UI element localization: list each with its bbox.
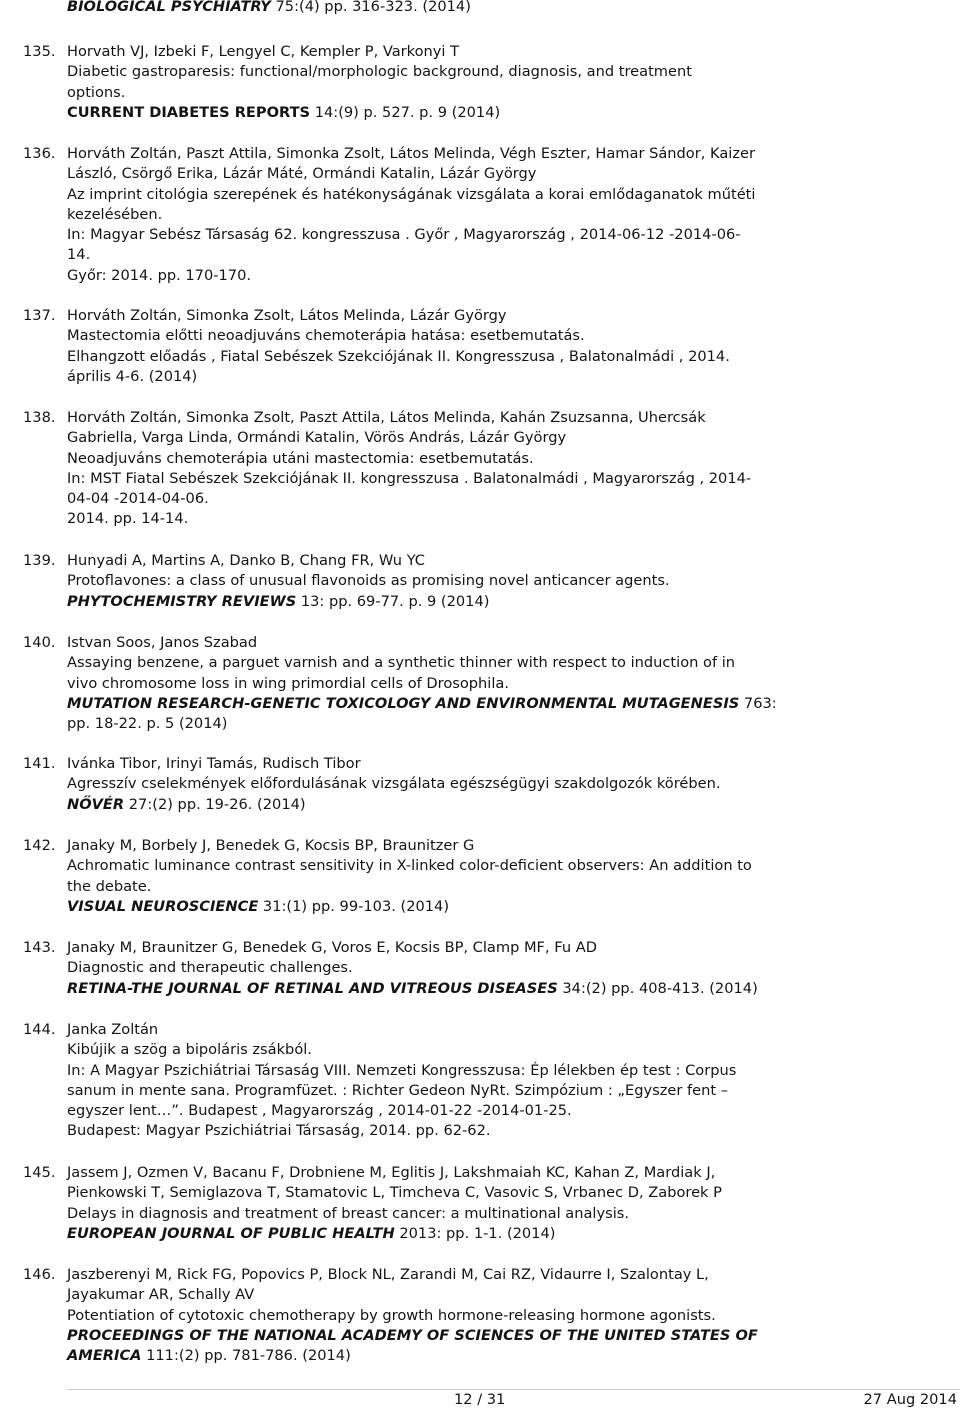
publication-entry — [23, 1020, 873, 1142]
footer-date: 27 Aug 2014 — [863, 1391, 957, 1408]
journal-citation: 14:(9) p. 527. p. 9 (2014) — [310, 103, 501, 121]
entry-line: Neoadjuváns chemoterápia utáni mastectomia: esetbemutatás. — [67, 449, 534, 467]
journal-name: BIOLOGICAL PSYCHIATRY — [67, 0, 271, 15]
entry-body — [67, 1265, 873, 1366]
entry-line: Jassem J, Ozmen V, Bacanu F, Drobniene M, Eglitis J, Lakshmaiah KC, Kahan Z, Mardiak J, — [67, 1164, 716, 1181]
continued-journal-line — [67, 0, 471, 17]
publication-entry — [23, 408, 873, 530]
publication-entry — [23, 551, 873, 612]
journal-name: RETINA-THE JOURNAL OF RETINAL AND VITREOUS DISEASES — [67, 979, 558, 997]
journal-name: EUROPEAN JOURNAL OF PUBLIC HEALTH — [67, 1224, 395, 1242]
entry-number: 137. — [23, 307, 56, 324]
entry-body — [67, 836, 873, 917]
entry-line: Potentiation of cytotoxic chemotherapy by growth hormone-releasing hormone agonists. — [67, 1306, 716, 1324]
entry-line: Az imprint citológia szerepének és hatékonyságának vizsgálata a korai emlődaganatok műtéti — [67, 185, 756, 203]
journal-line — [67, 1346, 873, 1366]
publication-entry — [23, 754, 873, 815]
entry-line: 04-04 -2014-04-06. — [67, 490, 209, 508]
entry-line: László, Csörgő Erika, Lázár Máté, Ormándi Katalin, Lázár György — [67, 165, 537, 183]
journal-name: PHYTOCHEMISTRY REVIEWS — [67, 592, 297, 610]
journal-line — [67, 795, 873, 815]
publication-entry — [23, 1163, 873, 1244]
journal-name: NŐVÉR — [67, 795, 125, 813]
entry-line: sanum in mente sana. Programfüzet. : Richter Gedeon NyRt. Szimpózium : „Egyszer fent – — [67, 1081, 728, 1099]
entry-body — [67, 938, 873, 999]
entry-body — [67, 1020, 873, 1142]
entry-line: Janka Zoltán — [67, 1021, 159, 1038]
entry-number: 136. — [23, 145, 56, 162]
journal-citation: 34:(2) pp. 408-413. (2014) — [557, 979, 758, 997]
publication-entry — [23, 1265, 873, 1366]
entry-line: Istvan Soos, Janos Szabad — [67, 634, 258, 651]
entry-line: PROCEEDINGS OF THE NATIONAL ACADEMY OF SCIENCES OF THE UNITED STATES OF — [67, 1326, 758, 1344]
entry-line: Diabetic gastroparesis: functional/morphologic background, diagnosis, and treatment — [67, 63, 692, 81]
journal-name: CURRENT DIABETES REPORTS — [67, 103, 311, 121]
entry-line: egyszer lent…”. Budapest , Magyarország , 2014-01-22 -2014-01-25. — [67, 1102, 572, 1120]
entry-line: Janaky M, Borbely J, Benedek G, Kocsis BP, Braunitzer G — [67, 837, 475, 854]
entry-number: 143. — [23, 939, 56, 956]
entry-line: 2014. pp. 14-14. — [67, 510, 189, 528]
journal-line — [67, 1224, 873, 1244]
journal-line — [67, 592, 873, 612]
entry-line: Budapest: Magyar Pszichiátriai Társaság, 2014. pp. 62-62. — [67, 1122, 491, 1140]
entry-body — [67, 42, 873, 123]
journal-citation: 763: — [739, 694, 777, 712]
entry-body — [67, 408, 873, 530]
journal-name: VISUAL NEUROSCIENCE — [67, 897, 259, 915]
entry-line: Hunyadi A, Martins A, Danko B, Chang FR, Wu YC — [67, 552, 426, 569]
entry-line: Diagnostic and therapeutic challenges. — [67, 959, 353, 977]
journal-citation: 75:(4) pp. 316-323. (2014) — [270, 0, 471, 15]
entry-line: the debate. — [67, 877, 152, 895]
entry-line: Assaying benzene, a parguet varnish and a synthetic thinner with respect to induction of in — [67, 654, 736, 672]
publication-entry — [23, 633, 873, 734]
journal-name: AMERICA — [67, 1347, 142, 1365]
entry-body — [67, 144, 873, 286]
entry-number: 145. — [23, 1164, 56, 1181]
entry-body — [67, 633, 873, 734]
entry-line: 14. — [67, 246, 91, 264]
journal-citation: 13: pp. 69-77. p. 9 (2014) — [296, 592, 490, 610]
entry-body — [67, 551, 873, 612]
entry-line: Achromatic luminance contrast sensitivity in X-linked color-deficient observers: An addition to — [67, 857, 752, 875]
entry-line: Janaky M, Braunitzer G, Benedek G, Voros E, Kocsis BP, Clamp MF, Fu AD — [67, 939, 597, 956]
entry-number: 141. — [23, 755, 56, 772]
publication-entry — [23, 42, 873, 123]
journal-citation: 31:(1) pp. 99-103. (2014) — [258, 897, 450, 915]
entry-body — [67, 1163, 873, 1244]
entry-line: Mastectomia előtti neoadjuváns chemoterápia hatása: esetbemutatás. — [67, 327, 585, 345]
entry-line: In: A Magyar Pszichiátriai Társaság VIII. Nemzeti Kongresszusa: Ép lélekben ép test : Corpus — [67, 1061, 737, 1079]
entry-line: Protoflavones: a class of unusual flavonoids as promising novel anticancer agents. — [67, 572, 670, 590]
entry-line: Horváth Zoltán, Paszt Attila, Simonka Zsolt, Látos Melinda, Végh Eszter, Hamar Sándor, Kaizer — [67, 145, 755, 162]
entry-number: 146. — [23, 1266, 56, 1283]
journal-citation: 111:(2) pp. 781-786. (2014) — [141, 1347, 351, 1365]
publication-entry — [23, 306, 873, 387]
entry-line: kezelésében. — [67, 205, 163, 223]
journal-line — [67, 979, 873, 999]
entry-line: Jayakumar AR, Schally AV — [67, 1286, 255, 1304]
entry-line: Győr: 2014. pp. 170-170. — [67, 266, 252, 284]
entry-line: Gabriella, Varga Linda, Ormándi Katalin, Vörös András, Lázár György — [67, 429, 567, 447]
journal-line — [67, 103, 873, 123]
entry-number: 144. — [23, 1021, 56, 1038]
entry-line: options. — [67, 83, 126, 101]
entry-number: 142. — [23, 837, 56, 854]
entry-body — [67, 754, 873, 815]
entry-line: Elhangzott előadás , Fiatal Sebészek Szekciójának II. Kongresszusa , Balatonalmádi , 2014. — [67, 347, 730, 365]
entry-line: Delays in diagnosis and treatment of breast cancer: a multinational analysis. — [67, 1204, 630, 1222]
journal-line — [67, 897, 873, 917]
entry-line: április 4-6. (2014) — [67, 367, 198, 385]
entry-number: 135. — [23, 43, 56, 60]
entry-number: 139. — [23, 552, 56, 569]
journal-line — [67, 694, 873, 714]
entry-line: Kibújik a szög a bipoláris zsákból. — [67, 1041, 312, 1059]
entry-number: 140. — [23, 634, 56, 651]
entry-line: Pienkowski T, Semiglazova T, Stamatovic L, Timcheva C, Vasovic S, Vrbanec D, Zaborek P — [67, 1184, 722, 1202]
entry-line: In: Magyar Sebész Társaság 62. kongresszusa . Győr , Magyarország , 2014-06-12 -2014-06- — [67, 226, 741, 244]
entry-line: Horváth Zoltán, Simonka Zsolt, Látos Melinda, Lázár György — [67, 307, 507, 324]
publication-entry — [23, 836, 873, 917]
entry-body — [67, 306, 873, 387]
entry-line: pp. 18-22. p. 5 (2014) — [67, 715, 228, 733]
entry-number: 138. — [23, 409, 56, 426]
publication-entry — [23, 144, 873, 286]
journal-citation: 2013: pp. 1-1. (2014) — [394, 1224, 556, 1242]
publication-entry — [23, 938, 873, 999]
entry-line: Horváth Zoltán, Simonka Zsolt, Paszt Attila, Látos Melinda, Kahán Zsuzsanna, Uhercsák — [67, 409, 706, 426]
entry-line: vivo chromosome loss in wing primordial cells of Drosophila. — [67, 674, 510, 692]
journal-name: MUTATION RESEARCH-GENETIC TOXICOLOGY AND ENVIRONMENTAL MUTAGENESIS — [67, 694, 740, 712]
entry-line: Ivánka Tibor, Irinyi Tamás, Rudisch Tibor — [67, 755, 361, 772]
entry-line: Horvath VJ, Izbeki F, Lengyel C, Kempler P, Varkonyi T — [67, 43, 460, 60]
entry-line: Agresszív cselekmények előfordulásának vizsgálata egészségügyi szakdolgozók körében. — [67, 775, 721, 793]
entry-line: In: MST Fiatal Sebészek Szekciójának II. kongresszusa . Balatonalmádi , Magyarország , 2014- — [67, 469, 752, 487]
footer-divider — [67, 1389, 960, 1390]
page-number: 12 / 31 — [454, 1391, 506, 1408]
journal-citation: 27:(2) pp. 19-26. (2014) — [124, 795, 306, 813]
entry-line: Jaszberenyi M, Rick FG, Popovics P, Block NL, Zarandi M, Cai RZ, Vidaurre I, Szalontay L, — [67, 1266, 709, 1283]
